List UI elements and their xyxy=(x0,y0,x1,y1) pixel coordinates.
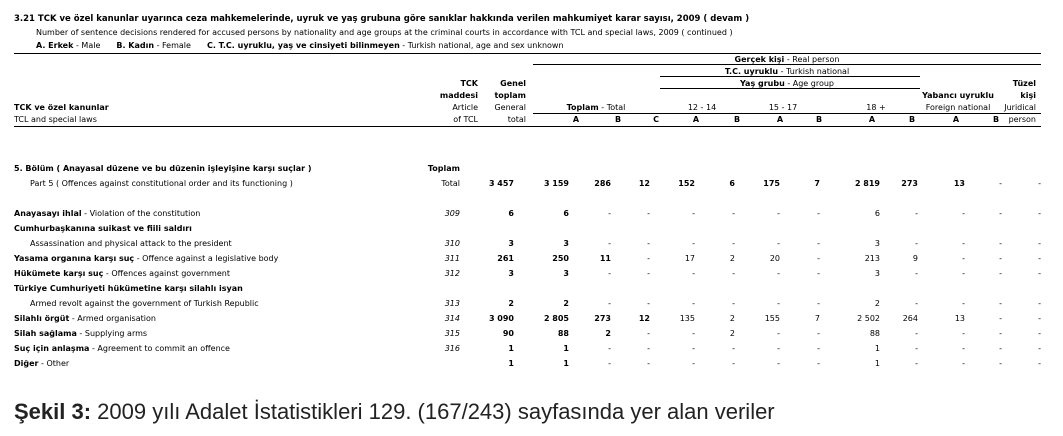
tck-header-tr2: maddesi xyxy=(439,91,478,100)
row-article: Total xyxy=(441,179,460,188)
row-value: 6 xyxy=(874,209,880,218)
gercek-kisi-header: Gerçek kişi - Real person xyxy=(734,55,840,64)
row-value: - xyxy=(777,209,780,218)
row-header-tr: TCK ve özel kanunlar xyxy=(14,103,109,112)
row-value: 7 xyxy=(814,314,820,323)
row-value: 17 xyxy=(684,254,695,263)
row-value: - xyxy=(999,329,1002,338)
row-value: - xyxy=(732,359,735,368)
row-value: 6 xyxy=(729,179,735,188)
age-15-17-header: 15 - 17 xyxy=(768,103,798,112)
yabanci-header-tr: Yabancı uyruklu xyxy=(922,91,994,100)
row-value: 1 xyxy=(874,359,880,368)
toplam-header: Toplam - Total xyxy=(566,103,626,112)
row-value: - xyxy=(1038,254,1041,263)
row-value: - xyxy=(692,209,695,218)
row-label: 5. Bölüm ( Anayasal düzene ve bu düzenin işleyişine karşı suçlar ) xyxy=(14,164,312,173)
row-value: - xyxy=(732,269,735,278)
row-value: 20 xyxy=(769,254,780,263)
row-value: 155 xyxy=(764,314,780,323)
row-value: - xyxy=(999,299,1002,308)
row-value: 3 xyxy=(874,269,880,278)
row-value: - xyxy=(608,269,611,278)
row-value: - xyxy=(1038,314,1041,323)
row-value: 250 xyxy=(552,254,569,263)
row-value: - xyxy=(692,329,695,338)
sub-label-0: A xyxy=(572,115,580,124)
row-value: 175 xyxy=(763,179,780,188)
row-value: 152 xyxy=(678,179,695,188)
genel-header-tr2: toplam xyxy=(494,91,526,100)
row-value: - xyxy=(608,359,611,368)
row-value: - xyxy=(817,299,820,308)
row-value: 2 819 xyxy=(854,179,880,188)
row-value: - xyxy=(1038,269,1041,278)
table-row xyxy=(14,329,1041,338)
row-article: 316 xyxy=(444,344,460,353)
row-value: - xyxy=(692,239,695,248)
row-value: - xyxy=(647,269,650,278)
row-value: - xyxy=(732,299,735,308)
row-value: - xyxy=(608,209,611,218)
row-value: 1 xyxy=(874,344,880,353)
row-value: 6 xyxy=(508,209,514,218)
caption-label: Şekil 3: xyxy=(14,399,92,424)
row-value: 2 xyxy=(729,314,735,323)
row-value: - xyxy=(999,179,1002,188)
row-value: 1 xyxy=(508,359,514,368)
row-value: 2 502 xyxy=(857,314,880,323)
genel-header-tr: Genel xyxy=(500,79,526,88)
row-value: - xyxy=(777,239,780,248)
sub-label-7: A xyxy=(868,115,876,124)
table-body xyxy=(13,164,1041,368)
row-value: 88 xyxy=(557,329,569,338)
row-value: - xyxy=(999,344,1002,353)
row-article: 315 xyxy=(444,329,460,338)
row-value: - xyxy=(1038,239,1041,248)
row-value: - xyxy=(1038,299,1041,308)
row-value: 2 xyxy=(729,329,735,338)
row-article: 309 xyxy=(444,209,460,218)
row-value: - xyxy=(692,299,695,308)
row-value: 264 xyxy=(902,314,918,323)
sub-label-2: C xyxy=(653,115,659,124)
row-label: Silahlı örgüt - Armed organisation xyxy=(14,314,156,323)
row-value: 3 159 xyxy=(543,179,569,188)
row-value: 7 xyxy=(814,179,820,188)
age-18-plus-header: 18 + xyxy=(866,103,886,112)
table-row xyxy=(14,269,1041,278)
row-value: - xyxy=(777,344,780,353)
age-group-header: Yaş grubu - Age group xyxy=(739,79,835,88)
row-value: 3 090 xyxy=(488,314,514,323)
row-value: - xyxy=(817,254,820,263)
row-value: - xyxy=(999,359,1002,368)
row-value: - xyxy=(915,209,918,218)
row-value: 3 xyxy=(563,239,569,248)
legend-a-rest: - Male xyxy=(73,41,101,50)
table-row xyxy=(14,314,1041,323)
tuzel-header-en: Juridical xyxy=(1004,103,1036,112)
caption-text: 2009 yılı Adalet İstatistikleri 129. (167/243) sayfasında yer alan veriler xyxy=(91,399,775,424)
table-row xyxy=(30,239,1041,248)
row-value: 1 xyxy=(563,344,569,353)
sub-label-row xyxy=(573,115,999,124)
row-header-en: TCL and special laws xyxy=(14,115,97,124)
row-value: - xyxy=(817,269,820,278)
tuzel-header-en2: person xyxy=(1008,115,1036,124)
row-label: Cumhurbaşkanına suikast ve fiili saldırı xyxy=(14,224,192,233)
sub-label-5: A xyxy=(776,115,784,124)
row-value: - xyxy=(777,359,780,368)
row-value: 1 xyxy=(508,344,514,353)
row-value: - xyxy=(608,344,611,353)
row-label: Türkiye Cumhuriyeti hükümetine karşı silahlı isyan xyxy=(14,284,243,293)
tck-header-en: Article xyxy=(452,103,478,112)
tck-header-en2: of TCL xyxy=(453,115,478,124)
row-value: - xyxy=(732,209,735,218)
row-value: - xyxy=(1038,359,1041,368)
genel-header-en2: total xyxy=(507,115,526,124)
table-row xyxy=(30,179,1041,188)
row-label: Suç için anlaşma - Agreement to commit an offence xyxy=(14,344,230,353)
row-value: 3 xyxy=(508,269,514,278)
genel-header-en: General xyxy=(494,103,526,112)
row-value: 273 xyxy=(901,179,918,188)
row-value: - xyxy=(608,239,611,248)
table-row xyxy=(14,359,1041,368)
row-value: - xyxy=(732,344,735,353)
table-row xyxy=(14,284,243,293)
sub-label-4: B xyxy=(733,115,741,124)
row-value: - xyxy=(692,269,695,278)
row-value: 12 xyxy=(638,179,650,188)
sub-label-10: B xyxy=(992,115,1000,124)
row-value: - xyxy=(777,269,780,278)
row-value: - xyxy=(647,254,650,263)
row-value: - xyxy=(1038,209,1041,218)
legend-c-bold: C. T.C. uyruklu, yaş ve cinsiyeti bilinmeyen xyxy=(206,41,400,50)
row-article: Toplam xyxy=(427,164,460,173)
row-value: - xyxy=(962,344,965,353)
row-value: - xyxy=(777,299,780,308)
row-value: - xyxy=(692,359,695,368)
row-value: - xyxy=(999,269,1002,278)
row-value: - xyxy=(962,209,965,218)
row-value: 2 xyxy=(563,299,569,308)
row-value: - xyxy=(962,329,965,338)
row-article: 314 xyxy=(444,314,460,323)
row-value: - xyxy=(608,299,611,308)
tuzel-header-tr2: kişi xyxy=(1020,91,1036,100)
row-value: 3 xyxy=(874,239,880,248)
table-row xyxy=(14,344,1041,353)
row-value: - xyxy=(915,344,918,353)
row-article: 312 xyxy=(444,269,460,278)
row-value: 3 xyxy=(508,239,514,248)
row-label: Silah sağlama - Supplying arms xyxy=(14,329,148,338)
table-row xyxy=(14,209,1041,218)
row-value: 2 xyxy=(508,299,514,308)
legend-b-bold: B. Kadın xyxy=(116,41,155,50)
row-value: 213 xyxy=(864,254,880,263)
row-label: Anayasayı ihlal - Violation of the constitution xyxy=(14,209,201,218)
figure-caption xyxy=(14,399,775,425)
row-value: - xyxy=(817,344,820,353)
sub-label-1: B xyxy=(614,115,622,124)
yabanci-header-en: Foreign national xyxy=(925,103,991,112)
row-value: - xyxy=(915,269,918,278)
row-value: - xyxy=(999,254,1002,263)
row-value: 2 xyxy=(605,329,611,338)
legend-line xyxy=(36,41,564,50)
row-label: Hükümete karşı suç - Offences against government xyxy=(14,269,230,278)
row-value: - xyxy=(647,209,650,218)
row-value: 88 xyxy=(869,329,880,338)
table-row xyxy=(14,224,192,233)
row-value: 135 xyxy=(679,314,695,323)
sub-label-8: B xyxy=(908,115,916,124)
row-value: - xyxy=(817,239,820,248)
legend-a-bold: A. Erkek xyxy=(36,41,74,50)
row-value: - xyxy=(962,254,965,263)
row-value: - xyxy=(915,299,918,308)
row-value: - xyxy=(647,239,650,248)
row-label: Assassination and physical attack to the president xyxy=(30,239,232,248)
row-label: Yasama organına karşı suç - Offence against a legislative body xyxy=(14,254,279,263)
row-article: 313 xyxy=(444,299,460,308)
row-value: 9 xyxy=(912,254,918,263)
legend-c-rest: - Turkish national, age and sex unknown xyxy=(399,41,564,50)
row-value: 12 xyxy=(638,314,650,323)
table-subtitle: Number of sentence decisions rendered for accused persons by nationality and age groups at the criminal courts in accordance with TCL and special laws, 2009 ( continued ) xyxy=(36,28,733,37)
row-value: 261 xyxy=(497,254,514,263)
row-label: Armed revolt against the government of Turkish Republic xyxy=(30,299,259,308)
row-value: - xyxy=(962,299,965,308)
row-value: - xyxy=(732,239,735,248)
table-row xyxy=(13,254,1041,263)
row-value: 11 xyxy=(599,254,611,263)
row-value: 13 xyxy=(953,179,965,188)
row-value: - xyxy=(915,239,918,248)
row-value: - xyxy=(777,329,780,338)
tck-header-tr: TCK xyxy=(460,79,478,88)
row-value: - xyxy=(817,209,820,218)
row-value: - xyxy=(647,359,650,368)
tuzel-header-tr: Tüzel xyxy=(1012,79,1036,88)
row-value: - xyxy=(1038,179,1041,188)
tc-uyruklu-header: T.C. uyruklu - Turkish national xyxy=(724,67,850,76)
row-value: - xyxy=(817,329,820,338)
row-value: - xyxy=(915,359,918,368)
row-value: 1 xyxy=(563,359,569,368)
row-value: 13 xyxy=(954,314,965,323)
table-title: 3.21 TCK ve özel kanunlar uyarınca ceza mahkemelerinde, uyruk ve yaş grubuna göre sanıklar hakkında verilen mahkumiyet karar sayısı, 2009 ( devam ) xyxy=(14,14,750,24)
sub-label-3: A xyxy=(692,115,700,124)
legend-b-rest: - Female xyxy=(154,41,191,50)
row-value: 3 xyxy=(563,269,569,278)
row-article: 311 xyxy=(444,254,460,263)
sub-label-6: B xyxy=(815,115,823,124)
row-label: Diğer - Other xyxy=(14,359,70,368)
row-article: 310 xyxy=(444,239,460,248)
row-value: 2 xyxy=(729,254,735,263)
row-value: - xyxy=(647,299,650,308)
row-value: - xyxy=(962,359,965,368)
row-value: - xyxy=(647,344,650,353)
row-value: - xyxy=(1038,344,1041,353)
row-value: - xyxy=(999,314,1002,323)
row-value: - xyxy=(962,269,965,278)
row-value: - xyxy=(692,344,695,353)
row-value: - xyxy=(1038,329,1041,338)
row-value: 286 xyxy=(594,179,611,188)
row-value: 3 457 xyxy=(488,179,514,188)
row-value: - xyxy=(647,329,650,338)
row-value: - xyxy=(915,329,918,338)
row-value: 273 xyxy=(594,314,611,323)
row-value: 6 xyxy=(563,209,569,218)
row-label: Part 5 ( Offences against constitutional order and its functioning ) xyxy=(30,179,293,188)
sub-label-9: A xyxy=(952,115,960,124)
row-value: 2 805 xyxy=(543,314,569,323)
table-row xyxy=(30,299,1041,308)
row-value: - xyxy=(962,239,965,248)
row-value: - xyxy=(817,359,820,368)
row-value: 2 xyxy=(874,299,880,308)
age-12-14-header: 12 - 14 xyxy=(687,103,717,112)
row-value: - xyxy=(999,209,1002,218)
row-value: - xyxy=(999,239,1002,248)
table-row xyxy=(14,164,460,173)
row-value: 90 xyxy=(502,329,514,338)
